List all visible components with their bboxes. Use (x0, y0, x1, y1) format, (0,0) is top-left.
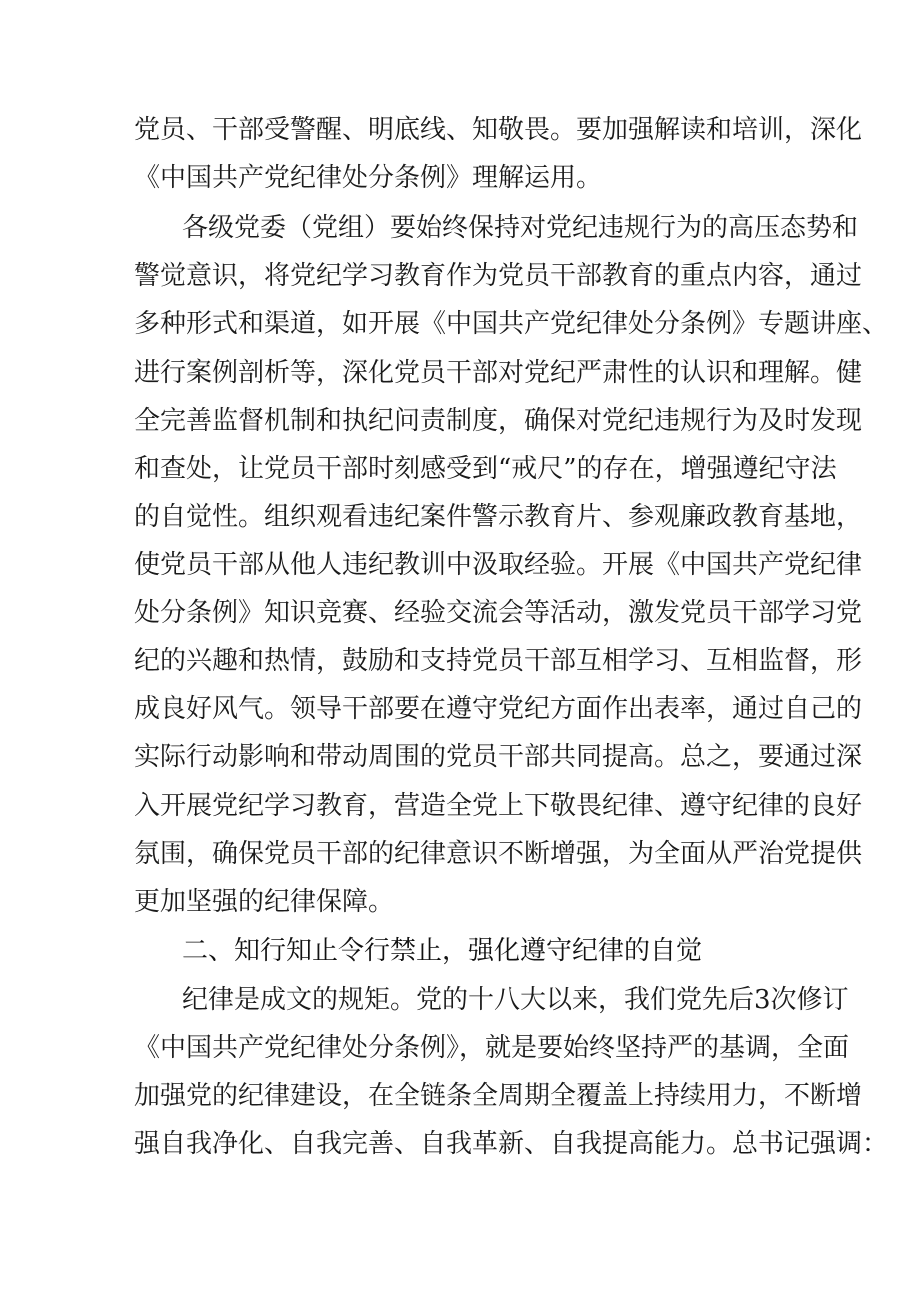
paragraph-line: 纪的兴趣和热情，鼓励和支持党员干部互相学习、互相监督，形 (134, 646, 863, 676)
paragraph-line: 更加坚强的纪律保障。 (134, 887, 395, 917)
paragraph-line: 成良好风气。领导干部要在遵守党纪方面作出表率，通过自己的 (134, 694, 863, 724)
paragraph-line: 警觉意识，将党纪学习教育作为党员干部教育的重点内容，通过 (134, 261, 863, 291)
paragraph-line: 氛围，确保党员干部的纪律意识不断增强，为全面从严治党提供 (134, 839, 863, 869)
paragraph-line: 加强党的纪律建设，在全链条全周期全覆盖上持续用力，不断增 (134, 1081, 863, 1111)
paragraph-line: 全完善监督机制和执纪问责制度，确保对党纪违规行为及时发现 (134, 406, 863, 436)
paragraph-line: 进行案例剖析等，深化党员干部对党纪严肃性的认识和理解。健 (134, 358, 863, 388)
paragraph-line: 使党员干部从他人违纪教训中汲取经验。开展《中国共产党纪律 (134, 550, 863, 580)
paragraph-line: 强自我净化、自我完善、自我革新、自我提高能力。总书记强调： (134, 1129, 889, 1159)
paragraph-line: 《中国共产党纪律处分条例》，就是要始终坚持严的基调，全面 (134, 1033, 850, 1063)
paragraph-line: 处分条例》知识竞赛、经验交流会等活动，激发党员干部学习党 (134, 598, 863, 628)
paragraph-line: 实际行动影响和带动周围的党员干部共同提高。总之，要通过深 (134, 742, 863, 772)
paragraph-line: 《中国共产党纪律处分条例》理解运用。 (134, 163, 603, 193)
paragraph-line: 党员、干部受警醒、明底线、知敬畏。要加强解读和培训，深化 (134, 115, 863, 145)
paragraph-line: 入开展党纪学习教育，营造全党上下敬畏纪律、遵守纪律的良好 (134, 791, 863, 821)
section-heading: 二、知行知止令行禁止，强化遵守纪律的自觉 (182, 936, 703, 966)
paragraph-line: 纪律是成文的规矩。党的十八大以来，我们党先后3次修订 (182, 985, 849, 1015)
paragraph-line: 各级党委（党组）要始终保持对党纪违规行为的高压态势和 (182, 213, 859, 243)
paragraph-line: 的自觉性。组织观看违纪案件警示教育片、参观廉政教育基地， (134, 502, 863, 532)
paragraph-line: 多种形式和渠道，如开展《中国共产党纪律处分条例》专题讲座、 (134, 309, 889, 339)
paragraph-line: 和查处，让党员干部时刻感受到“戒尺”的存在，增强遵纪守法 (134, 454, 837, 484)
